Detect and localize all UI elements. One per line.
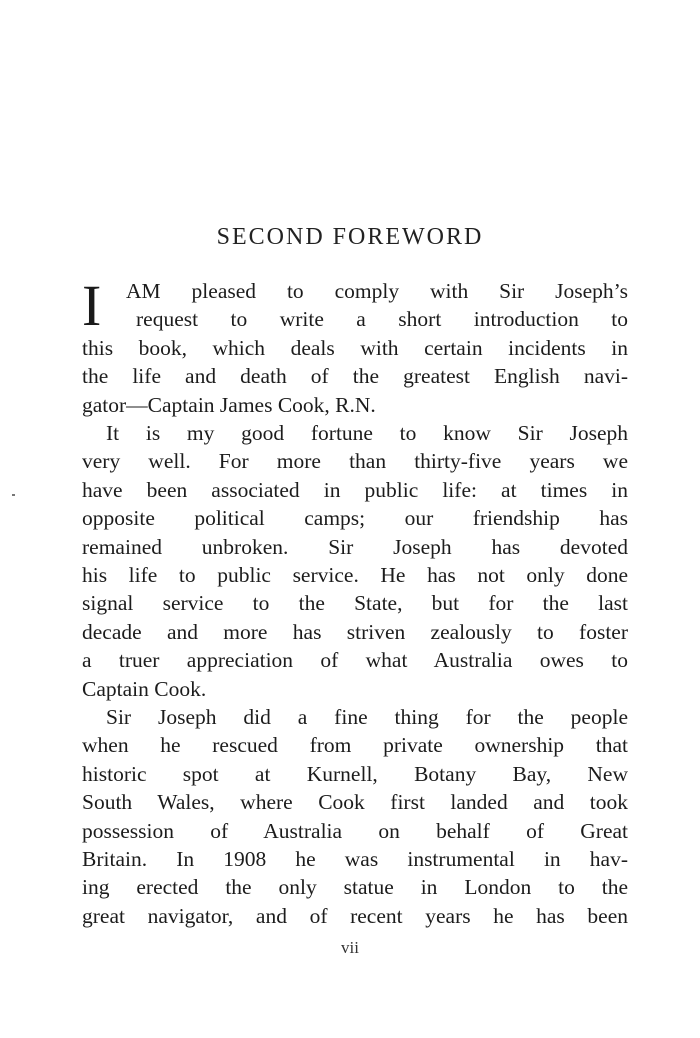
page-number: vii xyxy=(341,938,359,957)
text-line: his life to public service. He has not only done xyxy=(82,562,628,587)
text-line: request to write a short introduction to xyxy=(136,307,628,332)
text-line: a truer appreciation of what Australia owes to xyxy=(82,648,628,673)
text-line: decade and more has striven zealously to foster xyxy=(82,619,628,644)
text-line: remained unbroken. Sir Joseph has devoted xyxy=(82,534,628,559)
text-line: this book, which deals with certain incidents in xyxy=(82,335,628,360)
text-line: when he rescued from private ownership that xyxy=(82,733,628,758)
text-line: possession of Australia on behalf of Great xyxy=(82,818,628,843)
text-line: have been associated in public life: at times in xyxy=(82,477,628,502)
text-line: South Wales, where Cook first landed and took xyxy=(82,790,628,815)
drop-cap: I xyxy=(82,273,102,338)
text-line: very well. For more than thirty-five years we xyxy=(82,449,628,474)
text-line: signal service to the State, but for the last xyxy=(82,591,628,616)
text-line: gator—Captain James Cook, R.N. xyxy=(82,392,376,417)
text-line: the life and death of the greatest English navi- xyxy=(82,364,628,389)
text-line: opposite political camps; our friendship has xyxy=(82,506,628,531)
text-line: great navigator, and of recent years he has been xyxy=(82,903,628,928)
text-line: historic spot at Kurnell, Botany Bay, New xyxy=(82,761,628,786)
text-line: It is my good fortune to know Sir Joseph xyxy=(106,421,628,445)
text-line: AM pleased to comply with Sir Joseph’s xyxy=(126,279,628,303)
text-line: ing erected the only statue in London to the xyxy=(82,875,628,900)
text-line: Britain. In 1908 he was instrumental in hav- xyxy=(82,846,628,871)
chapter-heading: SECOND FOREWORD xyxy=(216,224,484,250)
text-line: Sir Joseph did a fine thing for the people xyxy=(106,705,628,729)
scan-speck xyxy=(12,494,15,496)
paragraph-3 xyxy=(82,703,628,930)
paragraph-2 xyxy=(82,419,628,703)
paragraph-1 xyxy=(82,273,628,419)
text-line: Captain Cook. xyxy=(82,676,207,701)
